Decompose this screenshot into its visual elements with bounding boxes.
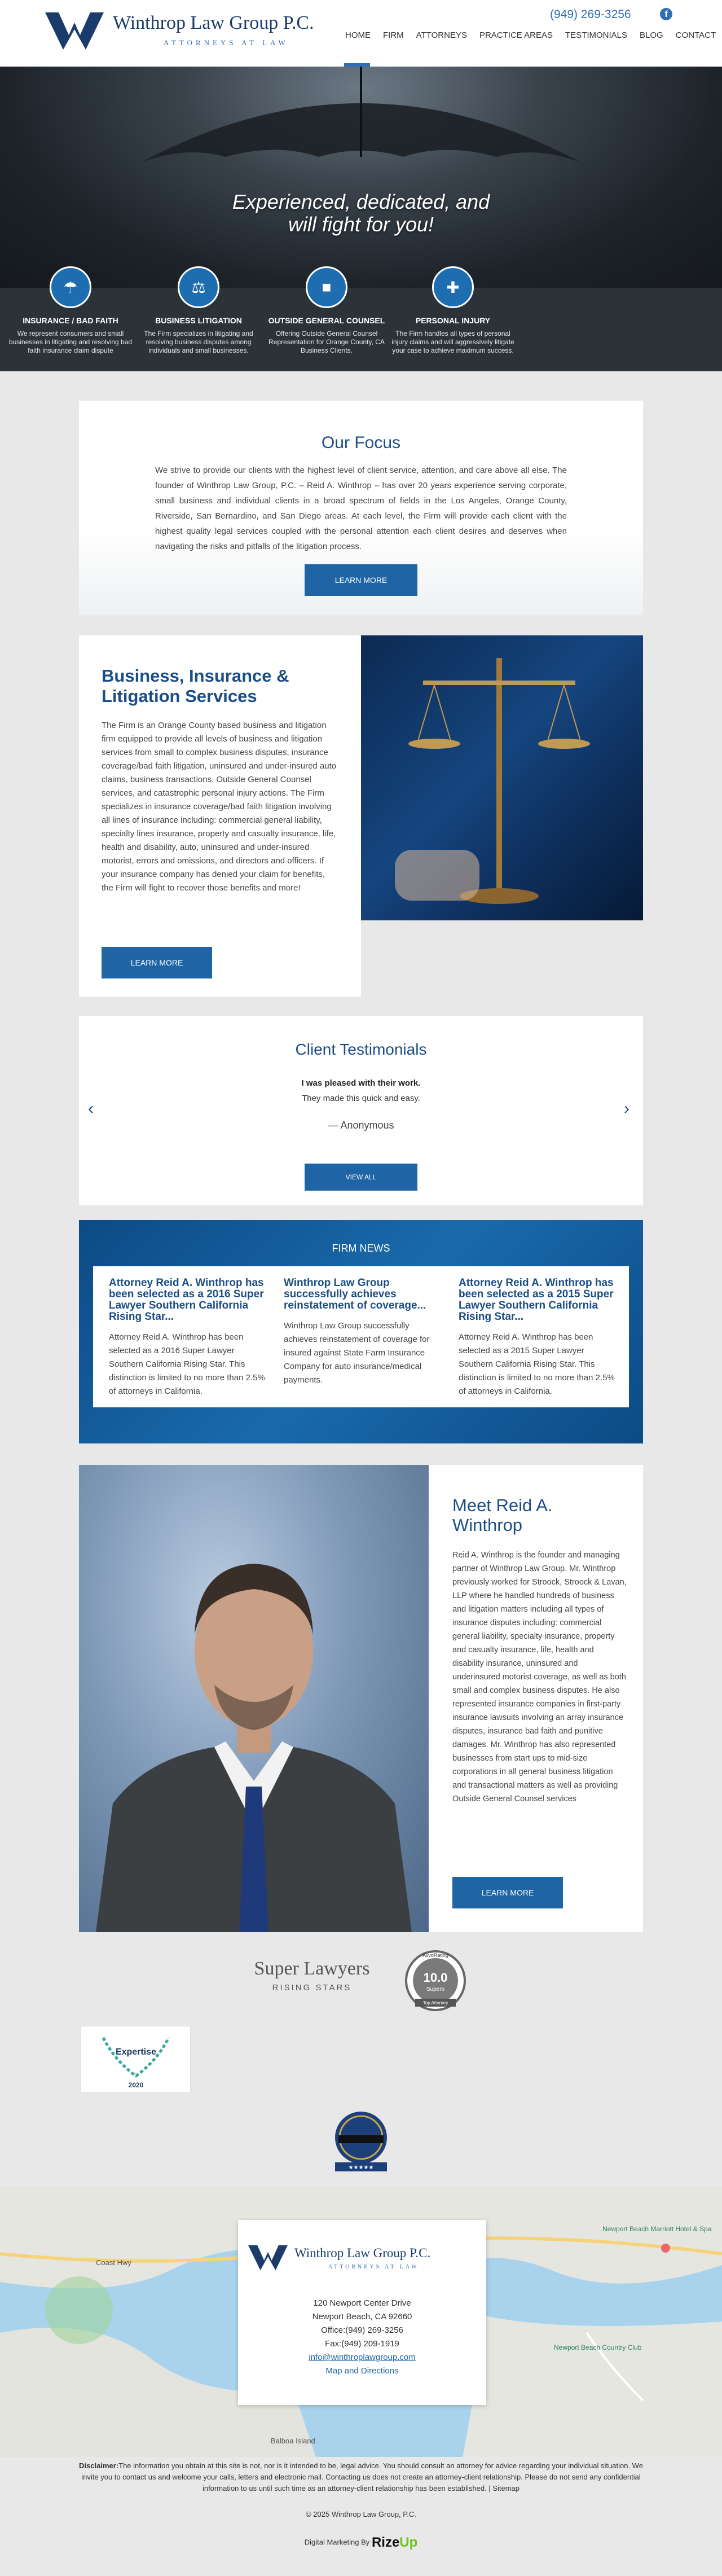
news-item-title[interactable]: Winthrop Law Group successfully achieves reinstatement of coverage... [284,1277,426,1311]
service-business-litigation[interactable] [134,266,263,355]
site-header [0,0,722,67]
business-section [79,635,361,997]
firm-news-title: FIRM NEWS [332,1243,390,1254]
umbrella-image [107,67,615,174]
news-item-text: Winthrop Law Group successfully achieves reinstatement of coverage for insured against State Farm Insurance Company for auto insurance/medical payments. [284,1321,430,1385]
expertise-title: Expertise [115,2047,157,2057]
header-phone-link[interactable]: (949) 269-3256 [550,8,631,21]
avvo-rating-badge[interactable] [403,1949,468,2013]
contact-email-link[interactable]: info@winthroplawgroup.com [309,2353,416,2362]
testimonials-title: Client Testimonials [295,1041,427,1058]
contact-fax: Fax:(949) 209-1919 [325,2339,399,2349]
nav-testimonials[interactable]: TESTIMONIALS [565,30,628,40]
service-title: INSURANCE / BAD FAITH [23,316,118,325]
focus-text: We strive to provide our clients with the highest level of client service, attention, and care above all else. The founder of Winthrop Law Group, P.C. – Reid A. Winthrop – has over 20 years experience serving corporate, small business and individual clients in a broad spectrum of fields in the Los Angeles, Orange County, Riverside, San Bernardino, and San Diego areas. At each level, the Firm will provide each client with the highest quality legal services coupled with the personal attention each client desires and deserves when navigating the risks and pitfalls of the litigation process. [155,466,567,551]
contact-logo-w-icon [248,2245,288,2271]
chevron-right-icon[interactable]: › [624,1099,629,1118]
news-item[interactable] [459,1278,617,1398]
quote-rest: They made this quick and easy. [302,1094,420,1103]
nav-firm[interactable]: FIRM [383,30,404,40]
quote-bold: I was pleased with their work. [301,1078,421,1088]
scales-icon: ⚖ [178,266,219,308]
facebook-icon[interactable]: f [660,8,672,20]
service-title: BUSINESS LITIGATION [155,316,242,325]
map-balboa: Balboa Island [271,2437,315,2445]
contact-logo-tagline: ATTORNEYS AT LAW [328,2264,419,2270]
meet-title: Meet Reid A. Winthrop [452,1495,553,1535]
map-country-club: Newport Beach Country Club [554,2344,642,2351]
attorney-photo [79,1465,429,1932]
bandage-icon: ✚ [432,266,474,308]
contact-address2: Newport Beach, CA 92660 [312,2312,412,2322]
testimonial-author: — Anonymous [328,1120,394,1131]
news-item-text: Attorney Reid A. Winthrop has been selected as a 2015 Super Lawyer Southern California Rising Star. This distinction is limited to no more than 2.5% of attorneys in California. [459,1332,615,1396]
umbrella-icon: ☂ [50,266,91,308]
view-all-testimonials-button[interactable]: VIEW ALL [305,1164,417,1191]
logo-tagline: ATTORNEYS AT LAW [164,38,289,47]
service-text: The Firm handles all types of personal injury claims and will aggressively litigate your case to achieve maximum success. [391,330,514,354]
business-learn-more-button[interactable]: LEARN MORE [102,947,212,978]
rizeup-logo[interactable] [372,2535,417,2550]
news-item-title[interactable]: Attorney Reid A. Winthrop has been selected as a 2016 Super Lawyer Southern California Rising Star... [109,1277,264,1323]
hero-title-line1: Experienced, dedicated, and [232,190,490,213]
map-marriott: Newport Beach Marriott Hotel & Spa [602,2225,712,2233]
meet-text: Reid A. Winthrop is the founder and managing partner of Winthrop Law Group. Mr. Winthrop previously worked for Stroock, Stroock & Lavan, LLP where he handled hundreds of business and litigation matters including all types of insurance disputes including: commercial general liability, specialty insurance, property and casualty insurance, life, health and disability insurance, uninsured and underinsured motorist coverage, as well as both small and complex business disputes. He also represented insurance companies in first-party insurance lawsuits involving an array insurance disputes, insurance bad faith and punitive damages. Mr. Winthrop has also represented businesses from start ups to mid-size corporations in all general business litigation and transactional matters as well as providing Outside General Counsel services [452,1551,627,1803]
hero-banner [0,67,722,288]
rize-text: Rize [371,2535,400,2550]
hero-title-line2: will fight for you! [288,213,434,236]
map-coast-hwy: Coast Hwy [96,2258,131,2267]
news-item-text: Attorney Reid A. Winthrop has been selected as a 2016 Super Lawyer Southern California Rising Star. This distinction is limited to no more than 2.5% of attorneys in California. [109,1332,265,1396]
avvo-label: AvvoRating [422,1952,448,1958]
meet-learn-more-button[interactable]: LEARN MORE [452,1877,563,1908]
meet-section [429,1465,643,1932]
chevron-left-icon[interactable]: ‹ [88,1099,94,1118]
rising-stars-text: RISING STARS [272,1983,352,1993]
focus-learn-more-button[interactable]: LEARN MORE [305,564,417,596]
disclaimer-text: The information you obtain at this site is not, nor is it intended to be, legal advice. You should consult an attorney for advice regarding your individual situation. We invite you to contact us and welcome your calls, letters and electronic mail. Contacting us does not create an attorney-client relationship. Please do not send any confidential information to us until such time as an attorney-client relationship has been established. | Sitemap [81,2461,643,2492]
avvo-score: 10.0 [423,1971,448,1985]
service-text: Offering Outside General Counsel Representation for Orange County, CA Business Clients. [268,330,385,354]
service-text: We represent consumers and small businesses in litigating and resolving bad faith insurance claim dispute [8,330,133,354]
svg-text:★★★★★: ★★★★★ [348,2165,374,2171]
nav-home[interactable]: HOME [345,30,371,40]
contact-card [238,2220,486,2405]
service-title: PERSONAL INJURY [415,316,491,325]
service-text: The Firm specializes in litigating and resolving business disputes among individuals and small businesses. [144,330,253,354]
logo-w-icon[interactable] [45,12,104,50]
focus-section [79,401,643,615]
scales-of-justice-image [361,635,643,920]
testimonial-quote [79,1076,643,1106]
main-nav [345,30,716,40]
disclaimer [73,2460,649,2494]
business-text: The Firm is an Orange County based business and litigation firm equipped to provide all levels of business and litigation services from small to complex business disputes, insurance coverage/bad faith litigation, uninsured and under-insured auto claims, business transactions, Outside General Counsel services, and catastrophic personal injury actions. The Firm specializes in insurance coverage/bad faith litigation involving all lines of insurance including: commercial general liability, specialty lines insurance, property and casualty insurance, life, health and disability, auto, uninsured and under-insured motorist, errors and omissions, and directors and officers. If your insurance company has denied your claim for benefits, the Firm will fight to recover those benefits and more! [102,721,337,893]
business-title: Business, Insurance & Litigation Services [102,666,289,706]
contact-office-phone[interactable]: Office:(949) 269-3256 [321,2325,403,2335]
news-item[interactable] [109,1278,267,1398]
logo-name[interactable]: Winthrop Law Group P.C. [113,12,314,33]
up-text: Up [399,2535,418,2550]
testimonials-section [79,1016,643,1205]
map-directions-link[interactable]: Map and Directions [325,2366,399,2376]
disclaimer-label: Disclaimer: [79,2461,119,2470]
digital-marketing-label: Digital Marketing By [304,2538,370,2547]
briefcase-icon: ■ [306,266,347,308]
expertise-badge[interactable] [80,2026,191,2092]
expertise-year: 2020 [128,2081,144,2089]
firm-news-section [79,1220,643,1443]
service-title: OUTSIDE GENERAL COUNSEL [268,316,385,325]
nav-attorneys[interactable]: ATTORNEYS [416,30,467,40]
super-lawyers-text: Super Lawyers [254,1958,370,1979]
contact-logo-name: Winthrop Law Group P.C. [294,2246,431,2260]
service-outside-counsel[interactable] [262,266,391,355]
hero-title [0,191,722,236]
copyright: © 2025 Winthrop Law Group, P.C. [306,2510,416,2518]
lawyers-of-distinction-badge-icon[interactable] [331,2110,391,2173]
service-insurance[interactable] [6,266,135,355]
news-item[interactable] [284,1278,442,1387]
news-item-title[interactable]: Attorney Reid A. Winthrop has been selected as a 2015 Super Lawyer Southern California Rising Star... [459,1277,614,1323]
nav-blog[interactable]: BLOG [640,30,663,40]
super-lawyers-logo[interactable] [252,1958,372,2005]
nav-practice-areas[interactable]: PRACTICE AREAS [479,30,553,40]
news-box [93,1266,629,1407]
digital-marketing-credit[interactable] [0,2535,722,2551]
avvo-superb: Superb [426,1986,445,1993]
service-personal-injury[interactable] [388,266,518,355]
focus-title: Our Focus [321,433,401,452]
nav-contact[interactable]: CONTACT [675,30,716,40]
avvo-banner: Top Attorney [422,2000,448,2005]
contact-address1: 120 Newport Center Drive [313,2298,411,2308]
